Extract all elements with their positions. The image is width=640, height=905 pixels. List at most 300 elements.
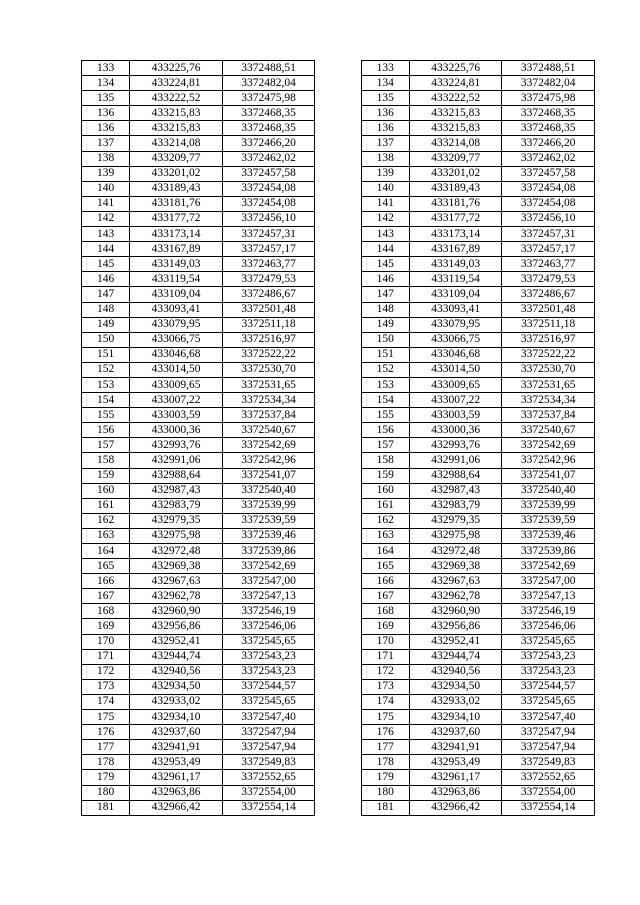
left-point-number-cell: 162 (82, 513, 130, 528)
column-gap (315, 61, 361, 76)
column-gap (315, 106, 361, 121)
right-point-number-cell: 178 (361, 755, 409, 770)
right-y-coordinate-cell: 3372463,77 (502, 257, 595, 272)
left-point-number-cell: 150 (82, 332, 130, 347)
right-y-coordinate-cell: 3372530,70 (502, 362, 595, 377)
table-row (82, 725, 595, 740)
right-y-coordinate-cell: 3372537,84 (502, 408, 595, 423)
right-point-number-cell: 139 (361, 166, 409, 181)
left-point-number-cell: 161 (82, 498, 130, 513)
left-y-coordinate-cell: 3372530,70 (222, 362, 315, 377)
column-gap (315, 287, 361, 302)
right-y-coordinate-cell: 3372554,00 (502, 785, 595, 800)
left-point-number-cell: 157 (82, 438, 130, 453)
right-y-coordinate-cell: 3372542,69 (502, 438, 595, 453)
right-x-coordinate-cell: 432941,91 (409, 740, 502, 755)
column-gap (315, 377, 361, 392)
table-row (82, 770, 595, 785)
right-point-number-cell: 167 (361, 589, 409, 604)
right-point-number-cell: 181 (361, 800, 409, 815)
right-point-number-cell: 165 (361, 559, 409, 574)
left-point-number-cell: 176 (82, 725, 130, 740)
left-point-number-cell: 175 (82, 710, 130, 725)
left-x-coordinate-cell: 433000,36 (130, 423, 223, 438)
table-row (82, 257, 595, 272)
table-row (82, 438, 595, 453)
right-x-coordinate-cell: 433215,83 (409, 106, 502, 121)
column-gap (315, 257, 361, 272)
right-x-coordinate-cell: 432991,06 (409, 453, 502, 468)
right-point-number-cell: 135 (361, 91, 409, 106)
left-point-number-cell: 172 (82, 664, 130, 679)
left-x-coordinate-cell: 433215,83 (130, 106, 223, 121)
left-point-number-cell: 164 (82, 544, 130, 559)
right-y-coordinate-cell: 3372543,23 (502, 664, 595, 679)
right-y-coordinate-cell: 3372542,96 (502, 453, 595, 468)
left-x-coordinate-cell: 433119,54 (130, 272, 223, 287)
right-point-number-cell: 148 (361, 302, 409, 317)
left-point-number-cell: 165 (82, 559, 130, 574)
right-x-coordinate-cell: 433109,04 (409, 287, 502, 302)
left-point-number-cell: 166 (82, 574, 130, 589)
table-row (82, 453, 595, 468)
right-x-coordinate-cell: 432993,76 (409, 438, 502, 453)
right-y-coordinate-cell: 3372456,10 (502, 211, 595, 226)
left-point-number-cell: 136 (82, 121, 130, 136)
right-point-number-cell: 173 (361, 679, 409, 694)
left-x-coordinate-cell: 433046,68 (130, 347, 223, 362)
left-x-coordinate-cell: 432987,43 (130, 483, 223, 498)
right-point-number-cell: 143 (361, 227, 409, 242)
right-x-coordinate-cell: 433189,43 (409, 181, 502, 196)
left-point-number-cell: 167 (82, 589, 130, 604)
table-row (82, 710, 595, 725)
column-gap (315, 181, 361, 196)
right-point-number-cell: 156 (361, 423, 409, 438)
table-row (82, 332, 595, 347)
right-x-coordinate-cell: 433177,72 (409, 211, 502, 226)
column-gap (315, 740, 361, 755)
left-x-coordinate-cell: 432966,42 (130, 800, 223, 815)
left-x-coordinate-cell: 432963,86 (130, 785, 223, 800)
table-row (82, 800, 595, 815)
column-gap (315, 332, 361, 347)
left-point-number-cell: 136 (82, 106, 130, 121)
right-y-coordinate-cell: 3372539,59 (502, 513, 595, 528)
right-point-number-cell: 141 (361, 196, 409, 211)
left-y-coordinate-cell: 3372516,97 (222, 332, 315, 347)
right-point-number-cell: 171 (361, 649, 409, 664)
right-y-coordinate-cell: 3372541,07 (502, 468, 595, 483)
column-gap (315, 423, 361, 438)
left-y-coordinate-cell: 3372540,40 (222, 483, 315, 498)
right-x-coordinate-cell: 432934,50 (409, 679, 502, 694)
table-row (82, 166, 595, 181)
right-y-coordinate-cell: 3372545,65 (502, 694, 595, 709)
right-x-coordinate-cell: 432967,63 (409, 574, 502, 589)
left-x-coordinate-cell: 433201,02 (130, 166, 223, 181)
left-x-coordinate-cell: 432953,49 (130, 755, 223, 770)
left-y-coordinate-cell: 3372545,65 (222, 694, 315, 709)
right-point-number-cell: 136 (361, 106, 409, 121)
right-point-number-cell: 161 (361, 498, 409, 513)
table-row (82, 393, 595, 408)
left-y-coordinate-cell: 3372545,65 (222, 634, 315, 649)
left-point-number-cell: 158 (82, 453, 130, 468)
right-y-coordinate-cell: 3372539,46 (502, 528, 595, 543)
right-y-coordinate-cell: 3372531,65 (502, 377, 595, 392)
left-y-coordinate-cell: 3372468,35 (222, 121, 315, 136)
table-row (82, 302, 595, 317)
right-y-coordinate-cell: 3372547,40 (502, 710, 595, 725)
right-point-number-cell: 180 (361, 785, 409, 800)
column-gap (315, 770, 361, 785)
left-y-coordinate-cell: 3372543,23 (222, 664, 315, 679)
right-x-coordinate-cell: 433066,75 (409, 332, 502, 347)
right-y-coordinate-cell: 3372546,06 (502, 619, 595, 634)
left-point-number-cell: 140 (82, 181, 130, 196)
column-gap (315, 151, 361, 166)
right-y-coordinate-cell: 3372516,97 (502, 332, 595, 347)
table-row (82, 785, 595, 800)
right-point-number-cell: 145 (361, 257, 409, 272)
table-row (82, 317, 595, 332)
right-x-coordinate-cell: 432966,42 (409, 800, 502, 815)
left-point-number-cell: 133 (82, 61, 130, 76)
right-point-number-cell: 177 (361, 740, 409, 755)
right-x-coordinate-cell: 433119,54 (409, 272, 502, 287)
table-row (82, 498, 595, 513)
right-y-coordinate-cell: 3372522,22 (502, 347, 595, 362)
right-y-coordinate-cell: 3372454,08 (502, 181, 595, 196)
column-gap (315, 136, 361, 151)
right-y-coordinate-cell: 3372552,65 (502, 770, 595, 785)
right-y-coordinate-cell: 3372466,20 (502, 136, 595, 151)
right-y-coordinate-cell: 3372457,17 (502, 242, 595, 257)
right-y-coordinate-cell: 3372542,69 (502, 559, 595, 574)
column-gap (315, 785, 361, 800)
left-x-coordinate-cell: 433007,22 (130, 393, 223, 408)
right-x-coordinate-cell: 433079,95 (409, 317, 502, 332)
column-gap (315, 408, 361, 423)
right-x-coordinate-cell: 433046,68 (409, 347, 502, 362)
left-y-coordinate-cell: 3372543,23 (222, 649, 315, 664)
left-y-coordinate-cell: 3372549,83 (222, 755, 315, 770)
column-gap (315, 121, 361, 136)
column-gap (315, 468, 361, 483)
left-x-coordinate-cell: 432944,74 (130, 649, 223, 664)
left-x-coordinate-cell: 432940,56 (130, 664, 223, 679)
right-x-coordinate-cell: 432953,49 (409, 755, 502, 770)
table-row (82, 211, 595, 226)
table-row (82, 377, 595, 392)
right-y-coordinate-cell: 3372547,94 (502, 725, 595, 740)
left-y-coordinate-cell: 3372539,86 (222, 544, 315, 559)
left-point-number-cell: 154 (82, 393, 130, 408)
right-point-number-cell: 176 (361, 725, 409, 740)
right-point-number-cell: 160 (361, 483, 409, 498)
column-gap (315, 710, 361, 725)
coordinates-table-body (82, 61, 595, 816)
left-x-coordinate-cell: 432956,86 (130, 619, 223, 634)
left-y-coordinate-cell: 3372522,22 (222, 347, 315, 362)
right-y-coordinate-cell: 3372488,51 (502, 61, 595, 76)
left-y-coordinate-cell: 3372546,19 (222, 604, 315, 619)
left-y-coordinate-cell: 3372542,96 (222, 453, 315, 468)
left-y-coordinate-cell: 3372539,99 (222, 498, 315, 513)
right-x-coordinate-cell: 433173,14 (409, 227, 502, 242)
left-point-number-cell: 160 (82, 483, 130, 498)
right-y-coordinate-cell: 3372468,35 (502, 121, 595, 136)
left-y-coordinate-cell: 3372534,34 (222, 393, 315, 408)
left-x-coordinate-cell: 432967,63 (130, 574, 223, 589)
right-point-number-cell: 151 (361, 347, 409, 362)
table-row (82, 604, 595, 619)
right-x-coordinate-cell: 432972,48 (409, 544, 502, 559)
table-row (82, 468, 595, 483)
left-x-coordinate-cell: 432941,91 (130, 740, 223, 755)
left-y-coordinate-cell: 3372482,04 (222, 76, 315, 91)
right-point-number-cell: 175 (361, 710, 409, 725)
left-x-coordinate-cell: 432952,41 (130, 634, 223, 649)
right-y-coordinate-cell: 3372475,98 (502, 91, 595, 106)
right-y-coordinate-cell: 3372544,57 (502, 679, 595, 694)
right-point-number-cell: 146 (361, 272, 409, 287)
left-y-coordinate-cell: 3372554,14 (222, 800, 315, 815)
left-x-coordinate-cell: 432962,78 (130, 589, 223, 604)
right-point-number-cell: 174 (361, 694, 409, 709)
column-gap (315, 544, 361, 559)
left-x-coordinate-cell: 433222,52 (130, 91, 223, 106)
left-x-coordinate-cell: 432993,76 (130, 438, 223, 453)
right-x-coordinate-cell: 432979,35 (409, 513, 502, 528)
left-y-coordinate-cell: 3372544,57 (222, 679, 315, 694)
left-x-coordinate-cell: 433225,76 (130, 61, 223, 76)
right-x-coordinate-cell: 433167,89 (409, 242, 502, 257)
left-point-number-cell: 146 (82, 272, 130, 287)
right-point-number-cell: 142 (361, 211, 409, 226)
right-point-number-cell: 162 (361, 513, 409, 528)
table-row (82, 619, 595, 634)
left-x-coordinate-cell: 433224,81 (130, 76, 223, 91)
left-point-number-cell: 159 (82, 468, 130, 483)
left-point-number-cell: 181 (82, 800, 130, 815)
left-point-number-cell: 143 (82, 227, 130, 242)
left-x-coordinate-cell: 433149,03 (130, 257, 223, 272)
right-point-number-cell: 168 (361, 604, 409, 619)
left-point-number-cell: 141 (82, 196, 130, 211)
left-x-coordinate-cell: 433009,65 (130, 377, 223, 392)
table-row (82, 694, 595, 709)
column-gap (315, 513, 361, 528)
column-gap (315, 589, 361, 604)
left-y-coordinate-cell: 3372531,65 (222, 377, 315, 392)
left-x-coordinate-cell: 432961,17 (130, 770, 223, 785)
left-y-coordinate-cell: 3372547,13 (222, 589, 315, 604)
left-x-coordinate-cell: 433177,72 (130, 211, 223, 226)
table-row (82, 755, 595, 770)
left-y-coordinate-cell: 3372454,08 (222, 196, 315, 211)
left-y-coordinate-cell: 3372486,67 (222, 287, 315, 302)
column-gap (315, 649, 361, 664)
right-y-coordinate-cell: 3372547,94 (502, 740, 595, 755)
right-x-coordinate-cell: 433225,76 (409, 61, 502, 76)
right-x-coordinate-cell: 432944,74 (409, 649, 502, 664)
table-row (82, 679, 595, 694)
left-x-coordinate-cell: 433214,08 (130, 136, 223, 151)
left-x-coordinate-cell: 432934,50 (130, 679, 223, 694)
left-y-coordinate-cell: 3372457,58 (222, 166, 315, 181)
left-y-coordinate-cell: 3372466,20 (222, 136, 315, 151)
left-y-coordinate-cell: 3372547,00 (222, 574, 315, 589)
left-x-coordinate-cell: 433014,50 (130, 362, 223, 377)
right-point-number-cell: 179 (361, 770, 409, 785)
left-x-coordinate-cell: 432972,48 (130, 544, 223, 559)
left-point-number-cell: 139 (82, 166, 130, 181)
column-gap (315, 76, 361, 91)
left-x-coordinate-cell: 432960,90 (130, 604, 223, 619)
left-point-number-cell: 155 (82, 408, 130, 423)
left-x-coordinate-cell: 433003,59 (130, 408, 223, 423)
left-point-number-cell: 152 (82, 362, 130, 377)
right-y-coordinate-cell: 3372479,53 (502, 272, 595, 287)
right-point-number-cell: 140 (361, 181, 409, 196)
column-gap (315, 483, 361, 498)
right-x-coordinate-cell: 432956,86 (409, 619, 502, 634)
right-y-coordinate-cell: 3372540,67 (502, 423, 595, 438)
left-point-number-cell: 142 (82, 211, 130, 226)
left-y-coordinate-cell: 3372541,07 (222, 468, 315, 483)
left-point-number-cell: 178 (82, 755, 130, 770)
right-y-coordinate-cell: 3372547,13 (502, 589, 595, 604)
right-point-number-cell: 144 (361, 242, 409, 257)
right-x-coordinate-cell: 432934,10 (409, 710, 502, 725)
column-gap (315, 528, 361, 543)
table-row (82, 483, 595, 498)
table-row (82, 91, 595, 106)
left-x-coordinate-cell: 432988,64 (130, 468, 223, 483)
right-x-coordinate-cell: 432933,02 (409, 694, 502, 709)
right-point-number-cell: 137 (361, 136, 409, 151)
coordinates-table (81, 60, 595, 816)
right-point-number-cell: 172 (361, 664, 409, 679)
column-gap (315, 800, 361, 815)
column-gap (315, 166, 361, 181)
column-gap (315, 634, 361, 649)
right-x-coordinate-cell: 433009,65 (409, 377, 502, 392)
left-point-number-cell: 177 (82, 740, 130, 755)
right-x-coordinate-cell: 432960,90 (409, 604, 502, 619)
left-y-coordinate-cell: 3372511,18 (222, 317, 315, 332)
left-x-coordinate-cell: 433167,89 (130, 242, 223, 257)
right-y-coordinate-cell: 3372540,40 (502, 483, 595, 498)
right-point-number-cell: 164 (361, 544, 409, 559)
left-x-coordinate-cell: 432934,10 (130, 710, 223, 725)
column-gap (315, 347, 361, 362)
left-y-coordinate-cell: 3372475,98 (222, 91, 315, 106)
right-x-coordinate-cell: 432988,64 (409, 468, 502, 483)
right-y-coordinate-cell: 3372539,86 (502, 544, 595, 559)
left-point-number-cell: 170 (82, 634, 130, 649)
left-y-coordinate-cell: 3372542,69 (222, 438, 315, 453)
right-point-number-cell: 155 (361, 408, 409, 423)
table-row (82, 544, 595, 559)
right-x-coordinate-cell: 433003,59 (409, 408, 502, 423)
right-y-coordinate-cell: 3372454,08 (502, 196, 595, 211)
column-gap (315, 196, 361, 211)
column-gap (315, 362, 361, 377)
right-y-coordinate-cell: 3372457,58 (502, 166, 595, 181)
left-y-coordinate-cell: 3372454,08 (222, 181, 315, 196)
right-x-coordinate-cell: 433149,03 (409, 257, 502, 272)
table-row (82, 181, 595, 196)
column-gap (315, 317, 361, 332)
column-gap (315, 393, 361, 408)
left-x-coordinate-cell: 433093,41 (130, 302, 223, 317)
table-row (82, 227, 595, 242)
right-point-number-cell: 157 (361, 438, 409, 453)
table-row (82, 528, 595, 543)
left-x-coordinate-cell: 432983,79 (130, 498, 223, 513)
table-row (82, 347, 595, 362)
right-point-number-cell: 152 (361, 362, 409, 377)
right-point-number-cell: 169 (361, 619, 409, 634)
left-point-number-cell: 180 (82, 785, 130, 800)
column-gap (315, 679, 361, 694)
column-gap (315, 574, 361, 589)
left-y-coordinate-cell: 3372479,53 (222, 272, 315, 287)
left-y-coordinate-cell: 3372547,94 (222, 725, 315, 740)
right-x-coordinate-cell: 432987,43 (409, 483, 502, 498)
column-gap (315, 91, 361, 106)
left-x-coordinate-cell: 433209,77 (130, 151, 223, 166)
left-point-number-cell: 153 (82, 377, 130, 392)
left-x-coordinate-cell: 433173,14 (130, 227, 223, 242)
right-x-coordinate-cell: 432961,17 (409, 770, 502, 785)
right-y-coordinate-cell: 3372534,34 (502, 393, 595, 408)
column-gap (315, 242, 361, 257)
right-y-coordinate-cell: 3372547,00 (502, 574, 595, 589)
right-y-coordinate-cell: 3372486,67 (502, 287, 595, 302)
right-point-number-cell: 158 (361, 453, 409, 468)
right-x-coordinate-cell: 433000,36 (409, 423, 502, 438)
left-x-coordinate-cell: 433066,75 (130, 332, 223, 347)
right-y-coordinate-cell: 3372545,65 (502, 634, 595, 649)
column-gap (315, 498, 361, 513)
column-gap (315, 453, 361, 468)
right-y-coordinate-cell: 3372549,83 (502, 755, 595, 770)
left-y-coordinate-cell: 3372540,67 (222, 423, 315, 438)
left-y-coordinate-cell: 3372546,06 (222, 619, 315, 634)
left-point-number-cell: 171 (82, 649, 130, 664)
right-x-coordinate-cell: 432975,98 (409, 528, 502, 543)
left-point-number-cell: 173 (82, 679, 130, 694)
left-point-number-cell: 137 (82, 136, 130, 151)
table-row (82, 589, 595, 604)
left-x-coordinate-cell: 432937,60 (130, 725, 223, 740)
left-point-number-cell: 134 (82, 76, 130, 91)
left-y-coordinate-cell: 3372468,35 (222, 106, 315, 121)
right-point-number-cell: 153 (361, 377, 409, 392)
left-x-coordinate-cell: 433181,76 (130, 196, 223, 211)
left-point-number-cell: 174 (82, 694, 130, 709)
right-point-number-cell: 166 (361, 574, 409, 589)
left-x-coordinate-cell: 432975,98 (130, 528, 223, 543)
right-point-number-cell: 147 (361, 287, 409, 302)
column-gap (315, 272, 361, 287)
left-point-number-cell: 163 (82, 528, 130, 543)
table-row (82, 408, 595, 423)
